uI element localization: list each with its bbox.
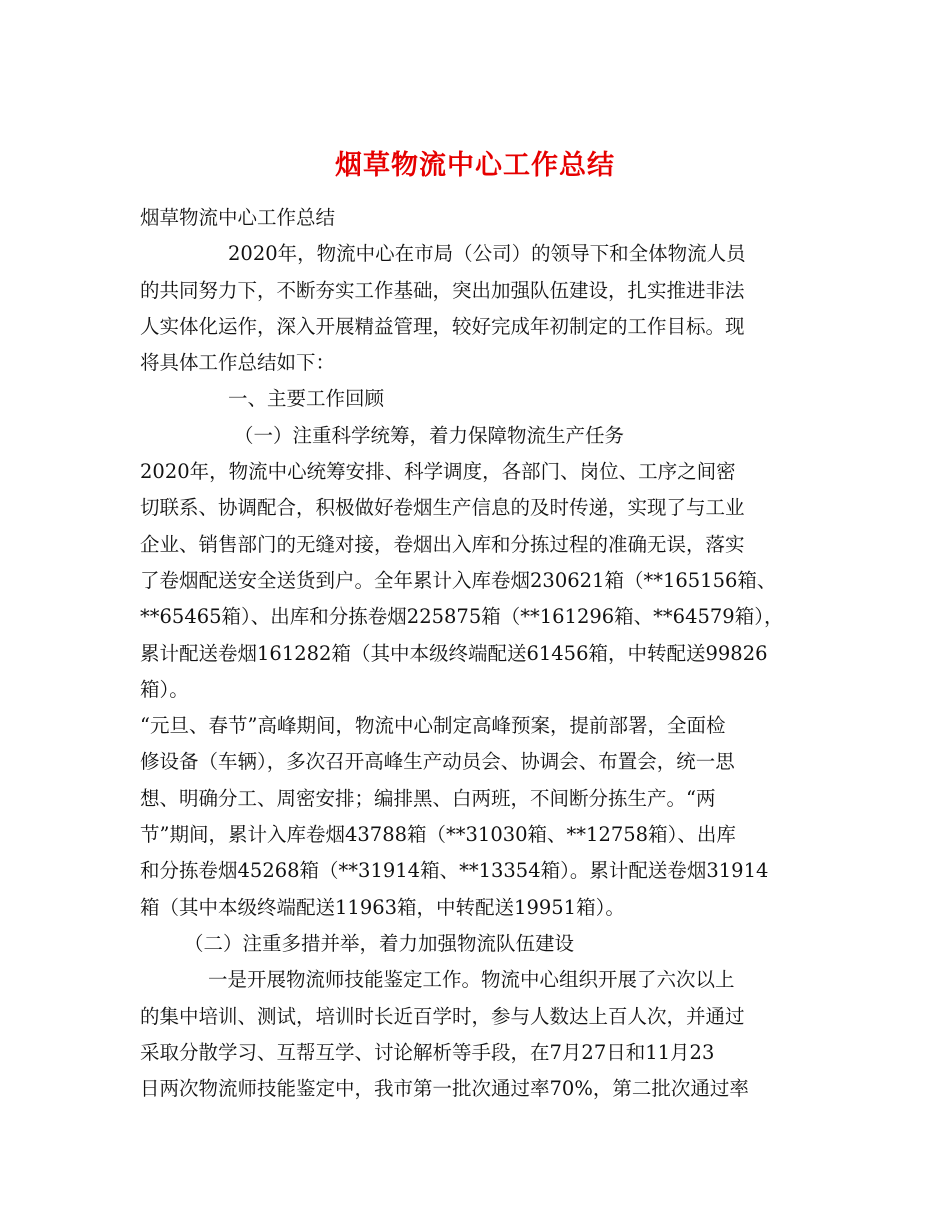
body-line: 的共同努力下，不断夯实工作基础，突出加强队伍建设，扎实推进非法 [140, 278, 745, 302]
body-line: 2020年，物流中心在市局（公司）的领导下和全体物流人员 [228, 242, 746, 266]
body-line: 修设备（车辆），多次召开高峰生产动员会、协调会、布置会，统一思 [140, 750, 735, 774]
subsection-heading: （一）注重科学统筹，着力保障物流生产任务 [234, 423, 625, 447]
body-line: 累计配送卷烟161282箱（其中本级终端配送61456箱，中转配送99826 [140, 641, 768, 665]
body-line: 一是开展物流师技能鉴定工作。物流中心组织开展了六次以上 [208, 968, 735, 992]
body-line: “元旦、春节”高峰期间，物流中心制定高峰预案，提前部署，全面检 [140, 714, 726, 738]
body-line: 将具体工作总结如下： [140, 351, 336, 375]
body-line: 想、明确分工、周密安排；编排黑、白两班，不间断分拣生产。“两 [140, 786, 716, 810]
section-heading: 一、主要工作回顾 [228, 387, 385, 411]
body-line: 箱）。 [140, 677, 189, 701]
body-line: 节”期间，累计入库卷烟43788箱（**31030箱、**12758箱）、出库 [140, 823, 736, 847]
body-line: 2020年，物流中心统筹安排、科学调度，各部门、岗位、工序之间密 [140, 460, 736, 484]
body-line: 人实体化运作，深入开展精益管理，较好完成年初制定的工作目标。现 [140, 314, 745, 338]
body-line: 的集中培训、测试，培训时长近百学时，参与人数达上百人次，并通过 [140, 1004, 745, 1028]
body-line: 企业、销售部门的无缝对接，卷烟出入库和分拣过程的准确无误，落实 [140, 532, 745, 556]
body-line: 了卷烟配送安全送货到户。全年累计入库卷烟230621箱（**165156箱、 [140, 568, 777, 592]
body-line: 箱（其中本级终端配送11963箱，中转配送19951箱）。 [140, 895, 625, 919]
document-title: 烟草物流中心工作总结 [335, 150, 615, 182]
document-body [140, 200, 820, 1107]
body-line: **65465箱）、出库和分拣卷烟225875箱（**161296箱、**64579箱）， [140, 605, 784, 629]
body-line: 日两次物流师技能鉴定中，我市第一批次通过率70%，第二批次通过率 [140, 1077, 749, 1101]
subsection-heading: （二）注重多措并举，着力加强物流队伍建设 [184, 931, 575, 955]
body-line-subtitle: 烟草物流中心工作总结 [140, 206, 336, 229]
body-line: 采取分散学习、互帮互学、讨论解析等手段，在7月27日和11月23 [140, 1040, 715, 1064]
body-line: 和分拣卷烟45268箱（**31914箱、**13354箱）。累计配送卷烟31914 [140, 859, 769, 883]
body-line: 切联系、协调配合，积极做好卷烟生产信息的及时传递，实现了与工业 [140, 496, 745, 520]
